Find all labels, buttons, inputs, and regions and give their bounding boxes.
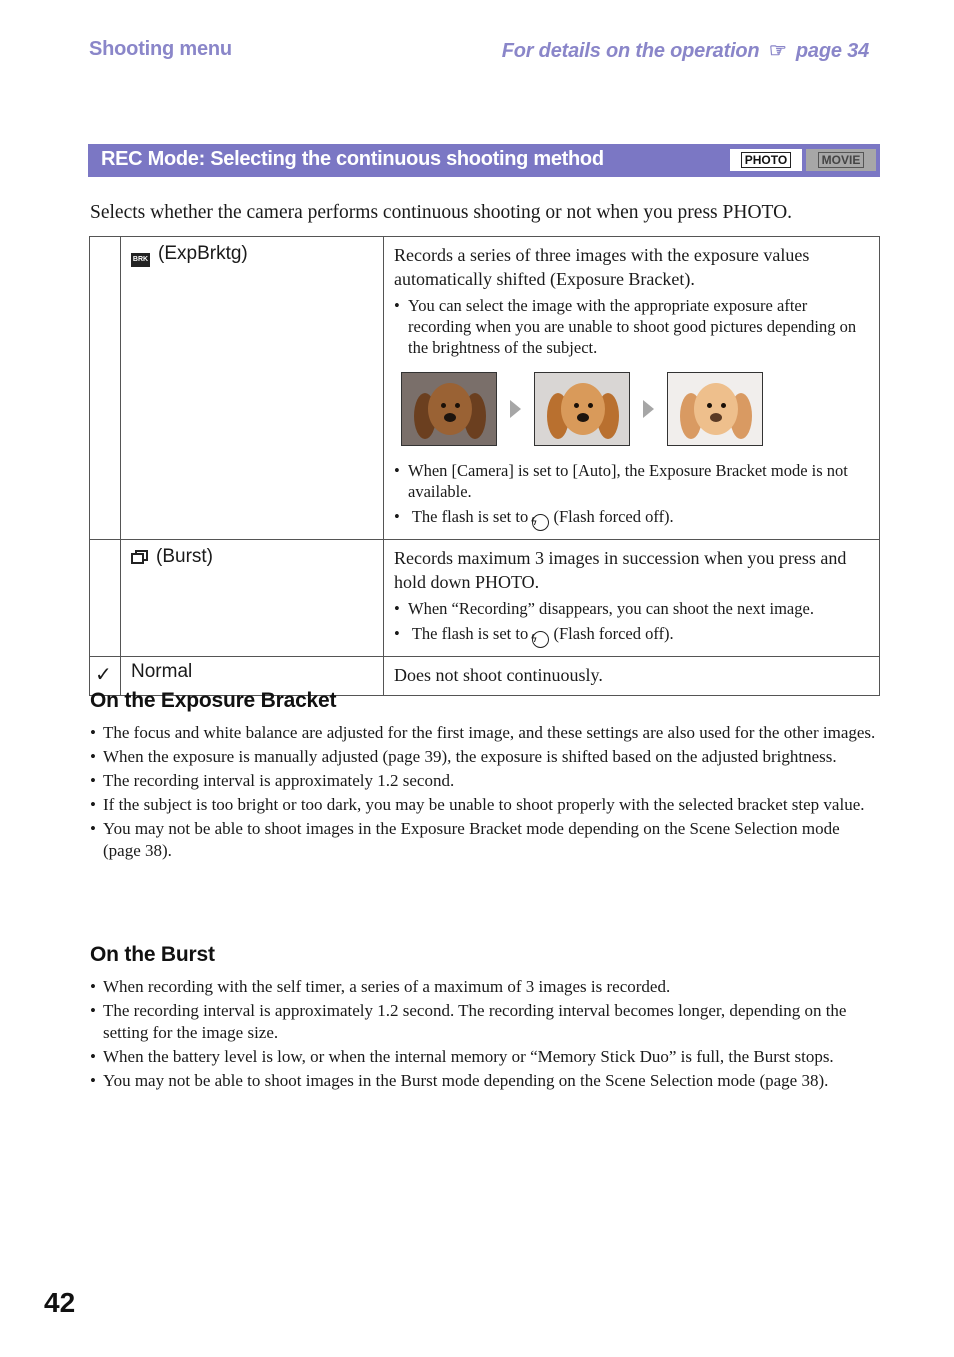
note-text: The flash is set to xyxy=(411,624,529,643)
burst-notes xyxy=(90,976,880,1094)
list-item: • You may not be able to shoot images in the Burst mode depending on the Scene Selection mode (page 38). xyxy=(90,1070,880,1092)
pointing-hand-icon: ☞ xyxy=(768,40,787,62)
list-item: • You may not be able to shoot images in the Exposure Bracket mode depending on the Scene Selection mode (page 38). xyxy=(90,818,880,861)
banner-title: REC Mode: Selecting the continuous shooting method xyxy=(101,148,604,170)
list-item: • If the subject is too bright or too dark, you may be unable to shoot properly with the selected bracket step value. xyxy=(90,794,880,816)
setting-label: (ExpBrktg) xyxy=(158,243,248,264)
dog-nose xyxy=(577,413,589,422)
setting-description: Records maximum 3 images in succession when you press and hold down PHOTO. xyxy=(394,548,847,592)
list-item: • When recording with the self timer, a series of a maximum of 3 images is recorded. xyxy=(90,976,880,998)
default-marker-cell xyxy=(90,237,121,540)
arrow-right-icon xyxy=(510,400,521,418)
dog-eye xyxy=(721,403,726,408)
movie-mode-tab xyxy=(806,149,876,171)
dog-eye xyxy=(441,403,446,408)
setting-label: Normal xyxy=(131,661,193,682)
setting-name-cell xyxy=(121,540,384,657)
default-check-icon: ✓ xyxy=(95,662,112,686)
section-title: Shooting menu xyxy=(89,38,232,60)
default-marker-cell xyxy=(90,540,121,657)
details-prefix: For details on the operation xyxy=(501,40,760,62)
dog-eye xyxy=(588,403,593,408)
dog-head xyxy=(561,383,605,435)
dog-nose xyxy=(444,413,456,422)
photo-mode-label: PHOTO xyxy=(741,152,791,168)
burst-icon xyxy=(131,550,148,564)
list-item: • When the battery level is low, or when the internal memory or “Memory Stick Duo” is full, the Burst stops. xyxy=(90,1046,880,1068)
note-text: (Flash forced off). xyxy=(553,507,674,526)
dog-head xyxy=(694,383,738,435)
photo-mode-tab xyxy=(730,149,802,171)
setting-description-cell xyxy=(384,657,880,696)
bright-exposure-photo xyxy=(667,372,763,446)
burst-heading: On the Burst xyxy=(90,943,215,966)
table-row-burst xyxy=(90,540,880,657)
note-item: • You can select the image with the appropriate exposure after recording when you are unable to shoot good pictures depending on the brightness of the subject. xyxy=(394,295,869,358)
setting-description-cell xyxy=(384,540,880,657)
details-page-link[interactable]: page 34 xyxy=(795,40,869,62)
bracket-example-images xyxy=(401,372,869,446)
setting-description: Records a series of three images with the exposure values automatically shifted (Exposure Bracket). xyxy=(394,245,810,289)
dog-eye xyxy=(707,403,712,408)
setting-description-cell xyxy=(384,237,880,540)
note-item xyxy=(394,623,869,648)
exposure-bracket-heading: On the Exposure Bracket xyxy=(90,689,337,712)
flash-off-icon: ϟ xyxy=(532,631,549,648)
movie-mode-label: MOVIE xyxy=(818,152,865,168)
bracket-icon: BRK xyxy=(131,253,150,267)
page-number: 42 xyxy=(44,1287,76,1318)
intro-text: Selects whether the camera performs continuous shooting or not when you press PHOTO. xyxy=(90,202,793,223)
setting-name-cell xyxy=(121,237,384,540)
note-text: (Flash forced off). xyxy=(553,624,674,643)
list-item: • When the exposure is manually adjusted (page 39), the exposure is shifted based on the adjusted brightness. xyxy=(90,746,880,768)
table-row-expbrktg xyxy=(90,237,880,540)
note-item: • When [Camera] is set to [Auto], the Exposure Bracket mode is not available. xyxy=(394,460,869,502)
note-item xyxy=(394,506,869,531)
settings-table xyxy=(89,236,880,696)
normal-exposure-photo xyxy=(534,372,630,446)
setting-description: Does not shoot continuously. xyxy=(394,665,603,685)
exposure-bracket-notes xyxy=(90,722,880,864)
dog-nose xyxy=(710,413,722,422)
note-text: The flash is set to xyxy=(411,507,529,526)
section-banner xyxy=(88,144,880,177)
dog-eye xyxy=(574,403,579,408)
dog-eye xyxy=(455,403,460,408)
note-item: • When “Recording” disappears, you can shoot the next image. xyxy=(394,598,869,619)
flash-off-icon: ϟ xyxy=(532,514,549,531)
setting-label: (Burst) xyxy=(156,546,213,567)
list-item: • The focus and white balance are adjusted for the first image, and these settings are also used for the other images. xyxy=(90,722,880,744)
details-reference xyxy=(502,38,869,63)
arrow-right-icon xyxy=(643,400,654,418)
dog-head xyxy=(428,383,472,435)
list-item: • The recording interval is approximately 1.2 second. xyxy=(90,770,880,792)
dark-exposure-photo xyxy=(401,372,497,446)
list-item: • The recording interval is approximately 1.2 second. The recording interval becomes longer, depending on the setting for the image size. xyxy=(90,1000,880,1043)
